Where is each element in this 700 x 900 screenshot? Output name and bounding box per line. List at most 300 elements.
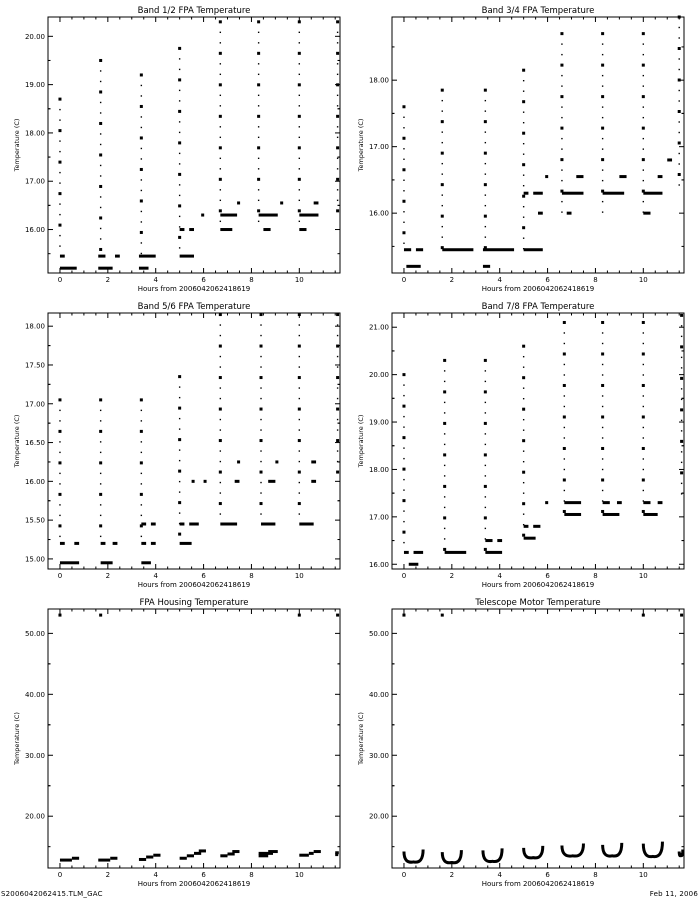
- data-point: [258, 63, 259, 64]
- data-segment: [414, 551, 424, 554]
- data-segment: [189, 228, 194, 231]
- data-point: [298, 313, 301, 316]
- data-point: [179, 216, 180, 217]
- data-point: [485, 465, 486, 466]
- data-segment: [146, 856, 153, 859]
- x-tick-label: 10: [294, 276, 304, 284]
- data-point: [485, 370, 486, 371]
- data-point: [140, 430, 143, 433]
- data-point: [100, 504, 101, 505]
- data-segment: [545, 501, 548, 504]
- data-point: [299, 429, 300, 430]
- data-point: [141, 148, 142, 149]
- data-point: [179, 100, 180, 101]
- data-point: [643, 106, 644, 107]
- data-point: [59, 172, 60, 173]
- data-point: [402, 200, 405, 203]
- data-segment: [189, 523, 199, 526]
- data-point: [220, 366, 221, 367]
- data-segment: [180, 523, 185, 526]
- data-point: [443, 359, 446, 362]
- data-segment: [141, 561, 151, 564]
- data-segment: [237, 460, 240, 463]
- data-point: [643, 43, 644, 44]
- data-point: [220, 419, 221, 420]
- data-point: [681, 399, 682, 400]
- data-segment: [309, 852, 314, 855]
- x-tick-label: 0: [401, 572, 407, 580]
- data-point: [100, 238, 101, 239]
- data-point: [403, 458, 404, 459]
- data-segment: [567, 212, 572, 215]
- data-point: [485, 173, 486, 174]
- data-point: [441, 120, 444, 123]
- data-point: [602, 75, 603, 76]
- data-point: [679, 163, 680, 164]
- y-tick-label: 19.00: [24, 81, 45, 90]
- chart-title: FPA Housing Temperature: [139, 598, 249, 608]
- data-point: [601, 352, 604, 355]
- data-point: [564, 406, 565, 407]
- data-point: [59, 515, 60, 516]
- data-point: [444, 433, 445, 434]
- data-point: [179, 184, 180, 185]
- data-point: [642, 64, 645, 67]
- data-point: [602, 211, 603, 212]
- data-point: [485, 507, 486, 508]
- data-point: [298, 614, 301, 617]
- data-point: [444, 465, 445, 466]
- data-point: [299, 335, 300, 336]
- data-point: [643, 148, 644, 149]
- data-point: [141, 116, 142, 117]
- data-point: [337, 356, 338, 357]
- data-point: [299, 63, 300, 64]
- data-point: [563, 447, 566, 450]
- data-point: [179, 449, 180, 450]
- data-arc: [562, 843, 584, 856]
- data-point: [403, 159, 404, 160]
- data-point: [523, 80, 524, 81]
- data-point: [336, 614, 339, 617]
- data-segment: [220, 214, 237, 217]
- data-point: [642, 614, 645, 617]
- data-point: [403, 180, 404, 181]
- data-segment: [314, 850, 321, 853]
- data-segment: [576, 175, 583, 178]
- data-point: [58, 224, 61, 227]
- chart-title: Band 1/2 FPA Temperature: [137, 6, 251, 16]
- data-point: [403, 521, 404, 522]
- data-point: [601, 510, 604, 513]
- data-segment: [406, 265, 420, 268]
- data-point: [681, 357, 682, 358]
- data-point: [336, 471, 339, 474]
- data-point: [260, 513, 261, 514]
- data-point: [58, 614, 61, 617]
- x-tick-label: 8: [249, 871, 254, 879]
- data-point: [681, 420, 682, 421]
- data-segment: [110, 857, 117, 860]
- data-segment: [180, 255, 194, 258]
- data-point: [444, 402, 445, 403]
- data-point: [100, 81, 101, 82]
- data-point: [643, 85, 644, 86]
- data-point: [442, 163, 443, 164]
- data-point: [485, 194, 486, 195]
- data-segment: [483, 265, 490, 268]
- data-point: [141, 190, 142, 191]
- data-point: [602, 458, 603, 459]
- data-point: [561, 85, 562, 86]
- data-point: [485, 226, 486, 227]
- data-point: [681, 367, 682, 368]
- data-point: [178, 204, 181, 207]
- data-point: [179, 247, 180, 248]
- data-point: [484, 89, 487, 92]
- data-point: [140, 493, 143, 496]
- data-point: [100, 473, 101, 474]
- data-point: [523, 356, 524, 357]
- data-point: [59, 151, 60, 152]
- data-point: [402, 614, 405, 617]
- data-point: [179, 418, 180, 419]
- data-point: [679, 37, 680, 38]
- data-point: [522, 195, 525, 198]
- data-point: [523, 461, 524, 462]
- data-point: [141, 179, 142, 180]
- data-point: [485, 236, 486, 237]
- data-point: [100, 196, 101, 197]
- x-tick-label: 10: [294, 871, 304, 879]
- data-point: [220, 461, 221, 462]
- data-segment: [180, 857, 187, 860]
- data-point: [299, 450, 300, 451]
- data-point: [681, 462, 682, 463]
- data-point: [522, 69, 525, 72]
- data-point: [564, 458, 565, 459]
- x-tick-label: 0: [57, 871, 63, 879]
- data-point: [59, 504, 60, 505]
- data-point: [522, 345, 525, 348]
- data-point: [523, 206, 524, 207]
- data-point: [642, 321, 645, 324]
- data-segment: [533, 525, 540, 528]
- data-segment: [497, 539, 502, 542]
- data-point: [403, 510, 404, 511]
- data-point: [563, 478, 566, 481]
- data-point: [258, 200, 259, 201]
- data-point: [299, 398, 300, 399]
- data-point: [257, 146, 260, 149]
- data-point: [258, 105, 259, 106]
- data-point: [523, 111, 524, 112]
- data-point: [602, 406, 603, 407]
- data-point: [298, 408, 301, 411]
- data-point: [100, 144, 101, 145]
- data-point: [403, 447, 404, 448]
- x-tick-label: 6: [545, 276, 550, 284]
- chart-panel-2: [357, 6, 684, 293]
- data-point: [141, 211, 142, 212]
- data-segment: [643, 212, 650, 215]
- y-tick-label: 20.00: [368, 371, 389, 380]
- y-tick-label: 30.00: [24, 751, 45, 760]
- plot-frame: [48, 17, 340, 273]
- data-segment: [485, 551, 502, 554]
- data-point: [337, 137, 338, 138]
- y-axis-label: Temperature (C): [357, 414, 365, 468]
- data-point: [336, 20, 339, 23]
- data-point: [681, 483, 682, 484]
- data-segment: [115, 255, 120, 258]
- data-point: [258, 221, 259, 222]
- data-point: [220, 324, 221, 325]
- data-point: [560, 64, 563, 67]
- data-point: [564, 427, 565, 428]
- y-tick-label: 18.00: [368, 76, 389, 85]
- data-segment: [139, 858, 146, 861]
- data-point: [59, 140, 60, 141]
- data-point: [99, 493, 102, 496]
- y-tick-label: 15.50: [24, 516, 45, 525]
- data-point: [59, 536, 60, 537]
- data-segment: [113, 542, 118, 545]
- data-point: [257, 52, 260, 55]
- data-point: [299, 513, 300, 514]
- data-point: [402, 137, 405, 140]
- data-point: [484, 359, 487, 362]
- data-point: [601, 64, 604, 67]
- data-point: [299, 74, 300, 75]
- data-point: [99, 524, 102, 527]
- y-tick-label: 18.00: [24, 322, 45, 331]
- y-tick-label: 20.00: [368, 812, 389, 821]
- data-segment: [404, 551, 409, 554]
- data-point: [178, 141, 181, 144]
- data-point: [99, 59, 102, 62]
- data-point: [561, 169, 562, 170]
- x-tick-label: 0: [57, 276, 63, 284]
- data-point: [179, 491, 180, 492]
- y-tick-label: 17.00: [368, 143, 389, 152]
- data-segment: [643, 501, 650, 504]
- data-segment: [180, 228, 185, 231]
- data-segment: [98, 267, 112, 270]
- data-point: [59, 235, 60, 236]
- x-tick-label: 4: [153, 871, 158, 879]
- data-point: [220, 482, 221, 483]
- data-segment: [643, 192, 662, 195]
- data-segment: [151, 523, 156, 526]
- data-point: [642, 95, 645, 98]
- data-point: [299, 366, 300, 367]
- data-point: [298, 178, 301, 181]
- y-tick-label: 30.00: [368, 751, 389, 760]
- data-point: [220, 126, 221, 127]
- data-point: [523, 513, 524, 514]
- data-point: [141, 515, 142, 516]
- data-point: [100, 228, 101, 229]
- data-point: [680, 408, 683, 411]
- data-point: [484, 183, 487, 186]
- data-point: [441, 152, 444, 155]
- data-segment: [314, 201, 319, 204]
- data-point: [523, 419, 524, 420]
- data-point: [564, 437, 565, 438]
- data-point: [523, 429, 524, 430]
- data-point: [58, 98, 61, 101]
- data-point: [601, 415, 604, 418]
- data-point: [643, 169, 644, 170]
- data-point: [178, 407, 181, 410]
- data-point: [442, 100, 443, 101]
- data-point: [178, 501, 181, 504]
- data-point: [299, 168, 300, 169]
- data-point: [219, 313, 222, 316]
- data-point: [220, 450, 221, 451]
- chart-panel-4: [357, 302, 684, 589]
- data-segment: [562, 192, 584, 195]
- data-point: [179, 512, 180, 513]
- data-segment: [201, 214, 204, 217]
- x-axis-label: Hours from 2006042062418619: [137, 285, 251, 293]
- data-point: [602, 374, 603, 375]
- data-point: [337, 324, 338, 325]
- data-point: [337, 429, 338, 430]
- data-point: [522, 376, 525, 379]
- data-point: [522, 100, 525, 103]
- data-point: [561, 148, 562, 149]
- data-point: [522, 226, 525, 229]
- data-point: [58, 524, 61, 527]
- data-point: [141, 221, 142, 222]
- data-point: [602, 427, 603, 428]
- data-point: [602, 180, 603, 181]
- chart-panel-6: [357, 598, 684, 888]
- data-point: [563, 321, 566, 324]
- data-point: [260, 387, 261, 388]
- data-point: [220, 221, 221, 222]
- data-point: [59, 441, 60, 442]
- data-point: [260, 324, 261, 325]
- data-point: [643, 180, 644, 181]
- data-segment: [98, 255, 105, 258]
- y-tick-label: 17.00: [24, 400, 45, 409]
- data-point: [336, 209, 339, 212]
- data-point: [336, 345, 339, 348]
- x-tick-label: 0: [57, 572, 63, 580]
- y-tick-label: 50.00: [368, 629, 389, 638]
- data-point: [219, 439, 222, 442]
- data-point: [444, 528, 445, 529]
- data-segment: [268, 850, 278, 853]
- data-point: [564, 332, 565, 333]
- x-tick-label: 2: [105, 871, 111, 879]
- data-point: [602, 138, 603, 139]
- footer-date-label: Feb 11, 2006: [649, 890, 698, 898]
- data-point: [443, 390, 446, 393]
- data-point: [59, 483, 60, 484]
- data-point: [564, 490, 565, 491]
- data-segment: [268, 480, 275, 483]
- data-point: [100, 165, 101, 166]
- data-point: [484, 548, 487, 551]
- x-tick-label: 0: [401, 871, 407, 879]
- data-point: [337, 105, 338, 106]
- data-point: [522, 163, 525, 166]
- data-point: [602, 490, 603, 491]
- data-point: [484, 485, 487, 488]
- data-point: [403, 489, 404, 490]
- data-segment: [220, 228, 232, 231]
- data-point: [679, 100, 680, 101]
- data-point: [523, 185, 524, 186]
- data-segment: [299, 228, 306, 231]
- data-point: [643, 364, 644, 365]
- data-point: [642, 352, 645, 355]
- data-point: [299, 221, 300, 222]
- data-point: [140, 199, 143, 202]
- data-point: [642, 32, 645, 35]
- data-point: [219, 408, 222, 411]
- data-point: [141, 483, 142, 484]
- plot-frame: [392, 609, 684, 868]
- data-point: [299, 482, 300, 483]
- data-point: [485, 496, 486, 497]
- data-point: [99, 430, 102, 433]
- data-point: [680, 440, 683, 443]
- data-segment: [524, 192, 529, 195]
- data-point: [444, 412, 445, 413]
- data-point: [100, 536, 101, 537]
- data-segment: [299, 214, 318, 217]
- y-axis-label: Temperature (C): [13, 712, 21, 765]
- data-point: [523, 492, 524, 493]
- y-tick-label: 50.00: [24, 629, 45, 638]
- data-point: [403, 395, 404, 396]
- data-point: [678, 110, 681, 113]
- data-point: [298, 209, 301, 212]
- data-segment: [141, 523, 146, 526]
- data-segment: [60, 561, 79, 564]
- data-arc: [603, 843, 622, 856]
- data-point: [561, 138, 562, 139]
- data-point: [523, 366, 524, 367]
- data-point: [257, 115, 260, 118]
- data-segment: [667, 158, 672, 161]
- data-point: [564, 374, 565, 375]
- data-segment: [153, 854, 160, 857]
- data-point: [59, 119, 60, 120]
- data-point: [643, 201, 644, 202]
- data-point: [219, 146, 222, 149]
- data-point: [564, 364, 565, 365]
- data-point: [679, 184, 680, 185]
- x-tick-label: 6: [545, 572, 550, 580]
- data-point: [337, 168, 338, 169]
- data-point: [680, 377, 683, 380]
- data-segment: [658, 175, 663, 178]
- data-segment: [180, 542, 192, 545]
- data-point: [336, 376, 339, 379]
- data-point: [602, 85, 603, 86]
- y-axis-label: Temperature (C): [357, 118, 365, 172]
- data-point: [179, 58, 180, 59]
- x-axis-label: Hours from 2006042062418619: [137, 581, 251, 589]
- data-point: [337, 158, 338, 159]
- data-point: [643, 54, 644, 55]
